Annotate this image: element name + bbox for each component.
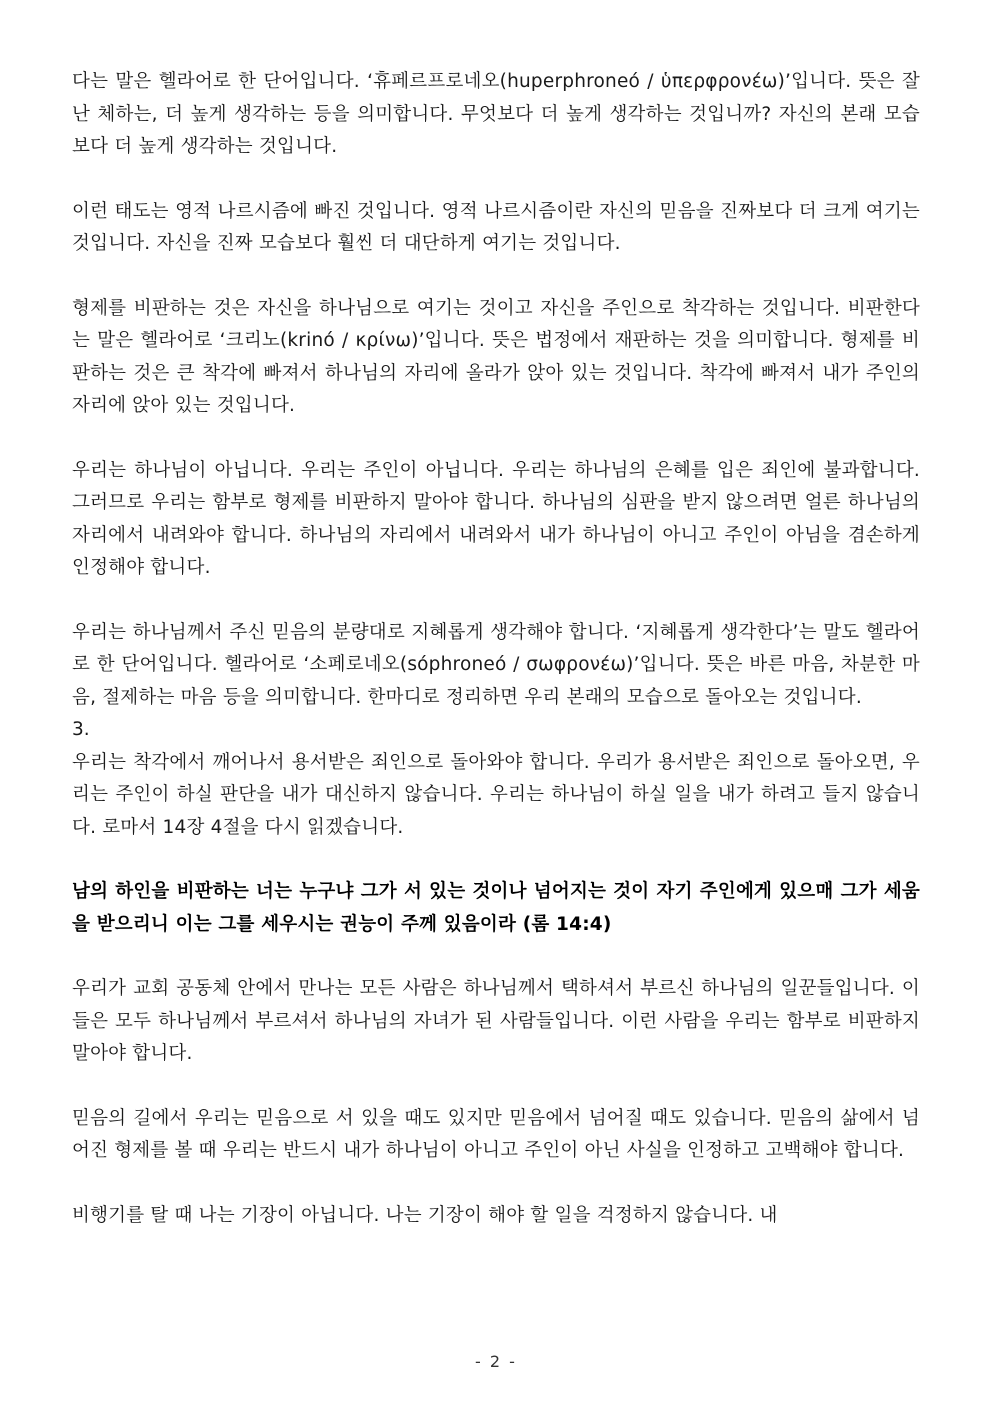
paragraph-not-god: 우리는 하나님이 아닙니다. 우리는 주인이 아닙니다. 우리는 하나님의 은혜를 입은 죄인에 불과합니다. 그러므로 우리는 함부로 형제를 비판하지 말아야 합니다. 하나님의 심판을 받지 않으려면 얼른 하나님의 자리에서 내려와야 합니다. 하나님의 자리에서 내려와서 내가 하나님이 아니고 주인이 아님을 겸손하게 인정해야 합니다. bbox=[72, 459, 920, 578]
page-number: - 2 - bbox=[475, 1352, 517, 1371]
paragraph-airplane: 비행기를 탈 때 나는 기장이 아닙니다. 나는 기장이 해야 할 일을 걱정하지 않습니다. 내 bbox=[72, 1204, 778, 1226]
scripture-quote: 남의 하인을 비판하는 너는 누구냐 그가 서 있는 것이나 넘어지는 것이 자기 주인에게 있으매 그가 세움을 받으리니 이는 그를 세우시는 권능이 주께 있음이라 (롬 14:4) bbox=[72, 881, 920, 935]
paragraph-narcissism: 이런 태도는 영적 나르시즘에 빠진 것입니다. 영적 나르시즘이란 자신의 믿음을 진짜보다 더 크게 여기는 것입니다. 자신을 진짜 모습보다 훨씬 더 대단하게 여기는 것입니다. bbox=[72, 200, 920, 254]
document-body bbox=[72, 66, 920, 1232]
section-number: 3. bbox=[72, 719, 90, 740]
paragraph-workers: 우리가 교회 공동체 안에서 만나는 모든 사람은 하나님께서 택하셔서 부르신 하나님의 일꾼들입니다. 이들은 모두 하나님께서 부르셔서 하나님의 자녀가 된 사람들입니다. 이런 사람을 우리는 함부로 비판하지 말아야 합니다. bbox=[72, 978, 920, 1064]
section-paragraph: 우리는 착각에서 깨어나서 용서받은 죄인으로 돌아와야 합니다. 우리가 용서받은 죄인으로 돌아오면, 우리는 주인이 하실 판단을 내가 대신하지 않습니다. 우리는 하나님이 하실 일을 내가 하려고 들지 않습니다. 로마서 14장 4절을 다시 읽겠습니다. bbox=[72, 751, 920, 838]
paragraph-path-of-faith: 믿음의 길에서 우리는 믿음으로 서 있을 때도 있지만 믿음에서 넘어질 때도 있습니다. 믿음의 삶에서 넘어진 형제를 볼 때 우리는 반드시 내가 하나님이 아니고 주인이 아닌 사실을 인정하고 고백해야 합니다. bbox=[72, 1107, 920, 1161]
paragraph-krino: 형제를 비판하는 것은 자신을 하나님으로 여기는 것이고 자신을 주인으로 착각하는 것입니다. 비판한다는 말은 헬라어로 ‘크리노(krinó / κρίνω)’입니다. 뜻은 법정에서 재판하는 것을 의미합니다. 형제를 비판하는 것은 큰 착각에 빠져서 하나님의 자리에 올라가 앉아 있는 것입니다. 착각에 빠져서 내가 주인의 자리에 앉아 있는 것입니다. bbox=[72, 297, 920, 416]
paragraph-huperphroneo: 다는 말은 헬라어로 한 단어입니다. ‘휴페르프로네오(huperphroneó / ὑπερφρονέω)’입니다. 뜻은 잘난 체하는, 더 높게 생각하는 등을 의미합니다. 무엇보다 더 높게 생각하는 것입니까? 자신의 본래 모습보다 더 높게 생각하는 것입니다. bbox=[72, 71, 920, 157]
paragraph-sophroneo: 우리는 하나님께서 주신 믿음의 분량대로 지혜롭게 생각해야 합니다. ‘지혜롭게 생각한다’는 말도 헬라어로 한 단어입니다. 헬라어로 ‘소페로네오(sóphroneó / σωφρονέω)’입니다. 뜻은 바른 마음, 차분한 마음, 절제하는 마음 등을 의미합니다. 한마디로 정리하면 우리 본래의 모습으로 돌아오는 것입니다. bbox=[72, 621, 920, 708]
